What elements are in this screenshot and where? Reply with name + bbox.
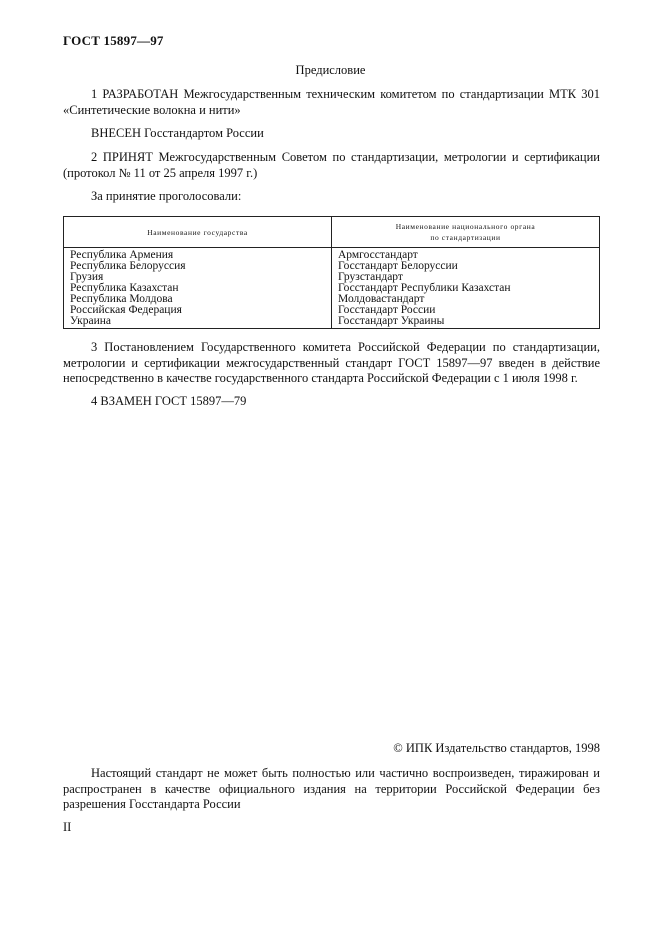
paragraph-replaces: 4 ВЗАМЕН ГОСТ 15897—79 xyxy=(91,394,247,408)
organ-cell: Госстандарт Украины xyxy=(338,315,445,327)
reproduction-notice: Настоящий стандарт не может быть полностью или частично воспроизведен, тиражирован и распространен в качестве официального издания на территории Российской Федерации без разрешения Госстандарта России xyxy=(63,766,600,811)
state-cell: Республика Белоруссия xyxy=(70,260,186,272)
voting-table xyxy=(63,216,600,329)
organ-cell: Госстандарт Белоруссии xyxy=(338,260,458,272)
state-cell: Республика Молдова xyxy=(70,293,173,305)
header-organ-line1: Наименование национального органа xyxy=(395,222,536,231)
paragraph-developed: 1 РАЗРАБОТАН Межгосударственным техническим комитетом по стандартизации МТК 301 «Синтетические волокна и нити» xyxy=(63,87,600,117)
paragraph-resolution: 3 Постановлением Государственного комитета Российской Федерации по стандартизации, метрологии и сертификации межгосударственный стандарт ГОСТ 15897—97 введен в действие непосредственно в качестве государственного стандарта Российской Федерации с 1 июля 1998 г. xyxy=(63,340,600,385)
state-cell: Республика Армения xyxy=(70,249,174,261)
table-row xyxy=(64,248,600,329)
paragraph-introduced: ВНЕСЕН Госстандартом России xyxy=(91,126,264,140)
organ-cell: Армгосстандарт xyxy=(338,249,418,261)
header-organ-line2: по стандартизации xyxy=(430,233,501,242)
organ-cell: Грузстандарт xyxy=(338,271,403,283)
state-cell: Грузия xyxy=(70,271,104,283)
table-header-row xyxy=(64,217,600,248)
organ-cell: Молдовастандарт xyxy=(338,293,425,305)
state-cell: Российская Федерация xyxy=(70,304,182,316)
state-cell: Украина xyxy=(70,315,111,327)
organ-cell: Госстандарт России xyxy=(338,304,436,316)
state-list xyxy=(64,248,332,329)
page-title: Предисловие xyxy=(295,63,366,77)
paragraph-voted: За принятие проголосовали: xyxy=(91,189,242,203)
paragraph-adopted: 2 ПРИНЯТ Межгосударственным Советом по стандартизации, метрологии и сертификации (протокол № 11 от 25 апреля 1997 г.) xyxy=(63,150,600,180)
organ-cell: Госстандарт Республики Казахстан xyxy=(338,282,511,294)
page-number: II xyxy=(63,820,72,834)
document-code: ГОСТ 15897—97 xyxy=(63,33,164,48)
copyright-line: © ИПК Издательство стандартов, 1998 xyxy=(393,741,600,755)
state-cell: Республика Казахстан xyxy=(70,282,179,294)
header-state: Наименование государства xyxy=(64,217,332,248)
header-organ xyxy=(332,217,600,248)
organ-list xyxy=(332,248,600,329)
